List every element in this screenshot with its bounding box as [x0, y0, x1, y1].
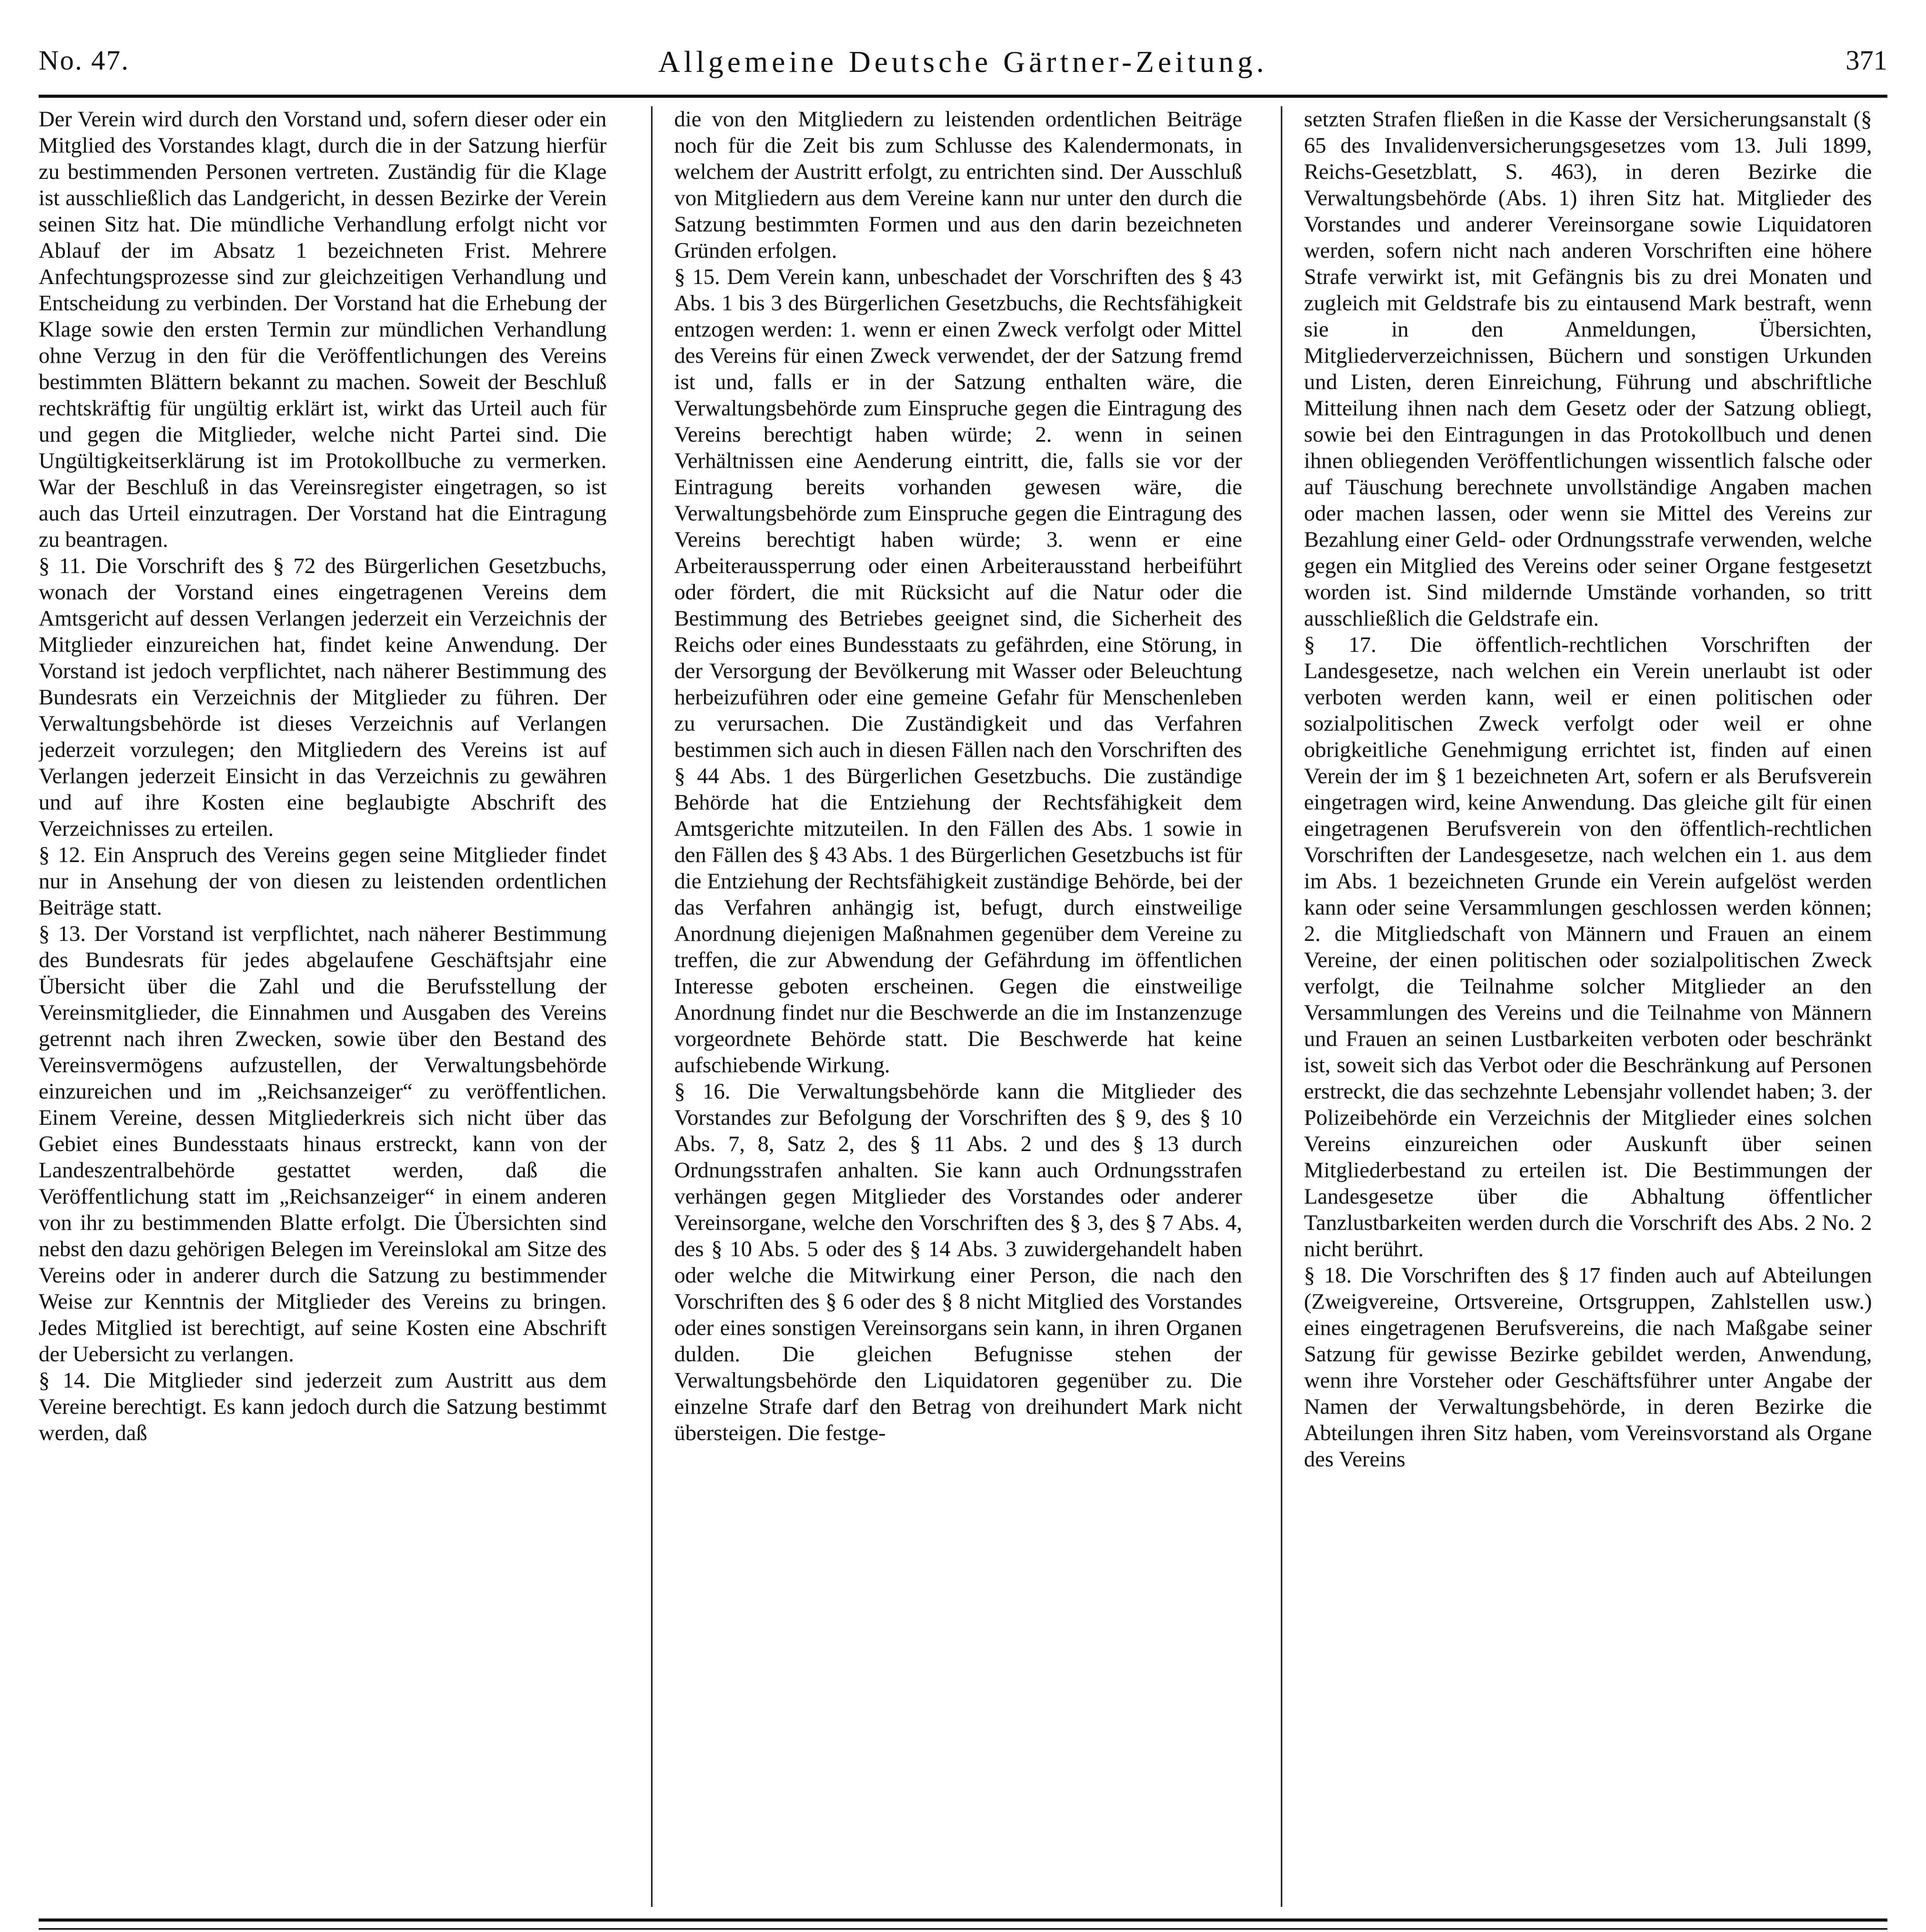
section-separator-thin	[39, 1928, 1887, 1930]
column-divider	[651, 106, 653, 1907]
paragraph: § 15. Dem Verein kann, unbeschadet der Vorschriften des § 43 Abs. 1 bis 3 des Bürgerlichen Gesetzbuchs, die Rechtsfähigkeit entzogen werden: 1. wenn er einen Zweck verfolgt oder Mittel des Vereins für einen Zweck verwendet, der der Satzung fremd ist und, falls er in der Satzung enthalten wäre, die Verwaltungsbehörde zum Einspruche gegen die Eintragung des Vereins berechtigt haben würde; 2. wenn in seinen Verhältnissen eine Aenderung eintritt, die, falls sie vor der Eintragung bereits vorhanden gewesen wäre, die Verwaltungsbehörde zum Einspruche gegen die Eintragung des Vereins berechtigt haben würde; 3. wenn er eine Arbeiteraussperrung oder einen Arbeiterausstand herbeiführt oder fördert, die mit Rücksicht auf die Natur oder die Bestimmung des Betriebes geeignet sind, die Sicherheit des Reichs oder eines Bundesstaats zu gefährden, eine Störung, in der Versorgung der Bevölkerung mit Wasser oder Beleuchtung herbeizuführen oder eine gemeine Gefahr für Menschenleben zu verursachen. Die Zuständigkeit und das Verfahren bestimmen sich auch in diesen Fällen nach den Vorschriften des § 44 Abs. 1 des Bürgerlichen Gesetzbuchs. Die zuständige Behörde hat die Entziehung der Rechtsfähigkeit dem Amtsgerichte mitzuteilen. In den Fällen des Abs. 1 sowie in den Fällen des § 43 Abs. 1 des Bürgerlichen Gesetzbuchs ist für die Entziehung der Rechtsfähigkeit zuständige Behörde, bei der das Verfahren anhängig ist, befugt, durch einstweilige Anordnung diejenigen Maßnahmen gegenüber dem Vereine zu treffen, die zur Abwendung der Gefährdung im öffentlichen Interesse geboten erscheinen. Gegen die einstweilige Anordnung findet nur die Beschwerde an die im Instanzenzuge vorgeordnete Behörde statt. Die Beschwerde hat keine aufschiebende Wirkung.	[674, 265, 1242, 1077]
page-header	[39, 17, 1887, 98]
issue-number: No. 47.	[39, 45, 129, 76]
page-number: 371	[1846, 45, 1887, 76]
paragraph: § 14. Die Mitglieder sind jederzeit zum Austritt aus dem Vereine berechtigt. Es kann jedoch durch die Satzung bestimmt werden, daß	[39, 1368, 607, 1445]
paragraph: § 13. Der Vorstand ist verpflichtet, nach näherer Bestimmung des Bundesrats für jedes abgelaufene Geschäftsjahr eine Übersicht über die Zahl und die Berufsstellung der Vereinsmitglieder, die Einnahmen und Ausgaben des Vereins getrennt nach ihren Zwecken, sowie über den Bestand des Vereinsvermögens aufzustellen, der Verwaltungsbehörde einzureichen und im „Reichsanzeiger“ zu veröffentlichen. Einem Vereine, dessen Mitgliederkreis sich nicht über das Gebiet eines Bundesstaats hinaus erstreckt, kann von der Landeszentralbehörde gestattet werden, daß die Veröffentlichung statt im „Reichsanzeiger“ in einem anderen von ihr zu bestimmenden Blatte erfolgt. Die Übersichten sind nebst den dazu gehörigen Belegen im Vereinslokal am Sitze des Vereins oder in anderer durch die Satzung zu bestimmender Weise zur Kenntnis der Mitglieder des Vereins zu bringen. Jedes Mitglied ist berechtigt, auf seine Kosten eine Abschrift der Uebersicht zu verlangen.	[39, 922, 607, 1366]
paragraph: § 11. Die Vorschrift des § 72 des Bürgerlichen Gesetzbuchs, wonach der Vorstand eines eingetragenen Vereins dem Amtsgericht auf dessen Verlangen jederzeit ein Verzeichnis der Mitglieder einzureichen hat, findet keine Anwendung. Der Vorstand ist jedoch verpflichtet, nach näherer Bestimmung des Bundesrats ein Verzeichnis der Mitglieder zu führen. Der Verwaltungsbehörde ist dieses Verzeichnis auf Verlangen jederzeit vorzulegen; den Mitgliedern des Vereins ist auf Verlangen jederzeit Einsicht in das Verzeichnis zu gewähren und auf ihre Kosten eine beglaubigte Abschrift des Verzeichnisses zu erteilen.	[39, 554, 607, 841]
prose-column-3	[1304, 106, 1872, 1907]
section-separator	[39, 1918, 1887, 1922]
paragraph: die von den Mitgliedern zu leistenden ordentlichen Beiträge noch für die Zeit bis zum Schlusse des Kalendermonats, in welchem der Austritt erfolgt, zu entrichten sind. Der Ausschluß von Mitgliedern aus dem Vereine kann nur unter den durch die Satzung bestimmten Formen und aus den darin bezeichneten Gründen erfolgen.	[674, 107, 1242, 263]
column-divider	[1281, 106, 1282, 1907]
paragraph: § 17. Die öffentlich-rechtlichen Vorschriften der Landesgesetze, nach welchen ein Verein unerlaubt ist oder verboten werden kann, weil er einen politischen oder sozialpolitischen Zweck verfolgt oder weil er ohne obrigkeitliche Genehmigung errichtet ist, finden auf einen Verein der im § 1 bezeichneten Art, sofern er als Berufsverein eingetragen wird, keine Anwendung. Das gleiche gilt für einen eingetragenen Berufsverein von den öffentlich-rechtlichen Vorschriften der Landesgesetze, nach welchen ein 1. aus dem im Abs. 1 bezeichneten Grunde ein Verein aufgelöst werden kann oder seine Versammlungen geschlossen werden können; 2. die Mitgliedschaft von Männern und Frauen an einem Vereine, der einen politischen oder sozialpolitischen Zweck verfolgt, die Teilnahme solcher Mitglieder an den Versammlungen des Vereins und die Teilnahme von Männern und Frauen an seinen Lustbarkeiten verboten oder beschränkt ist, soweit sich das Verbot oder die Beschränkung auf Personen erstreckt, die das sechzehnte Lebensjahr vollendet haben; 3. der Polizeibehörde ein Verzeichnis der Mitglieder eines solchen Vereins einzureichen oder Auskunft über seinen Mitgliederbestand zu erteilen ist. Die Bestimmungen der Landesgesetze über die Abhaltung öffentlicher Tanzlustbarkeiten werden durch die Vorschrift des Abs. 2 No. 2 nicht berührt.	[1304, 633, 1872, 1261]
newspaper-title: Allgemeine Deutsche Gärtner-Zeitung.	[658, 45, 1268, 78]
prose-column-1	[39, 106, 607, 1907]
paragraph: § 18. Die Vorschriften des § 17 finden auch auf Abteilungen (Zweigvereine, Ortsvereine, Ortsgruppen, Zahlstellen usw.) eines eingetragenen Berufsvereins, die nach Maßgabe seiner Satzung für gewisse Bezirke gebildet werden, Anwendung, wenn ihre Vorsteher oder Geschäftsführer unter Angabe der Namen der Verwaltungsbehörde, in deren Bezirke die Abteilungen ihren Sitz haben, vom Vereinsvorstand als Organe des Vereins	[1304, 1263, 1872, 1471]
paragraph: § 16. Die Verwaltungsbehörde kann die Mitglieder des Vorstandes zur Befolgung der Vorschriften des § 9, des § 10 Abs. 7, 8, Satz 2, des § 11 Abs. 2 und des § 13 durch Ordnungsstrafen anhalten. Sie kann auch Ordnungsstrafen verhängen gegen Mitglieder des Vorstandes oder anderer Vereinsorgane, welche den Vorschriften des § 3, des § 7 Abs. 4, des § 10 Abs. 5 oder des § 14 Abs. 3 zuwidergehandelt haben oder welche die Mitwirkung einer Person, die nach den Vorschriften des § 6 oder des § 8 nicht Mitglied des Vorstandes oder eines sonstigen Vereinsorgans sein kann, in ihren Organen dulden. Die gleichen Befugnisse stehen der Verwaltungsbehörde den Liquidatoren gegenüber zu. Die einzelne Strafe darf den Betrag von dreihundert Mark nicht übersteigen. Die festge-	[674, 1079, 1242, 1445]
paragraph: Der Verein wird durch den Vorstand und, sofern dieser oder ein Mitglied des Vorstandes klagt, durch die in der Satzung hierfür zu bestimmenden Personen vertreten. Zuständig für die Klage ist ausschließlich das Landgericht, in dessen Bezirke der Verein seinen Sitz hat. Die mündliche Verhandlung erfolgt nicht vor Ablauf der im Absatz 1 bezeichneten Frist. Mehrere Anfechtungsprozesse sind zur gleichzeitigen Verhandlung und Entscheidung zu verbinden. Der Vorstand hat die Erhebung der Klage sowie den ersten Termin zur mündlichen Verhandlung ohne Verzug in den für die Veröffentlichungen des Vereins bestimmten Blättern bekannt zu machen. Soweit der Beschluß rechtskräftig für ungültig erklärt ist, wirkt das Urteil auch für und gegen die Mitglieder, welche nicht Partei sind. Die Ungültigkeitserklärung ist im Protokollbuche zu vermerken. War der Beschluß in das Vereinsregister eingetragen, so ist auch das Urteil einzutragen. Der Vorstand hat die Eintragung zu beantragen.	[39, 107, 607, 552]
prose-column-2	[674, 106, 1242, 1907]
paragraph: § 12. Ein Anspruch des Vereins gegen seine Mitglieder findet nur in Ansehung der von diesen zu leistenden ordentlichen Beiträge statt.	[39, 843, 607, 920]
paragraph: setzten Strafen fließen in die Kasse der Versicherungsanstalt (§ 65 des Invalidenversicherungsgesetzes vom 13. Juli 1899, Reichs-Gesetzblatt, S. 463), in deren Bezirke die Verwaltungsbehörde (Abs. 1) ihren Sitz hat. Mitglieder des Vorstandes und anderer Vereinsorgane sowie Liquidatoren werden, sofern nicht nach anderen Vorschriften eine höhere Strafe verwirkt ist, mit Gefängnis bis zu drei Monaten und zugleich mit Geldstrafe bis zu eintausend Mark bestraft, wenn sie in den Anmeldungen, Übersichten, Mitgliederverzeichnissen, Büchern und sonstigen Urkunden und Listen, deren Einreichung, Führung und abschriftliche Mitteilung ihnen nach dem Gesetz oder der Satzung obliegt, sowie bei den Eintragungen in das Protokollbuch und denen ihnen obliegenden Veröffentlichungen wissentlich falsche oder auf Täuschung berechnete unvollständige Angaben machen oder machen lassen, oder wenn sie Mittel des Vereins zur Bezahlung einer Geld- oder Ordnungsstrafe verwenden, welche gegen ein Mitglied des Vereins oder seiner Organe festgesetzt worden ist. Sind mildernde Umstände vorhanden, so tritt ausschließlich die Geldstrafe ein.	[1304, 107, 1872, 631]
